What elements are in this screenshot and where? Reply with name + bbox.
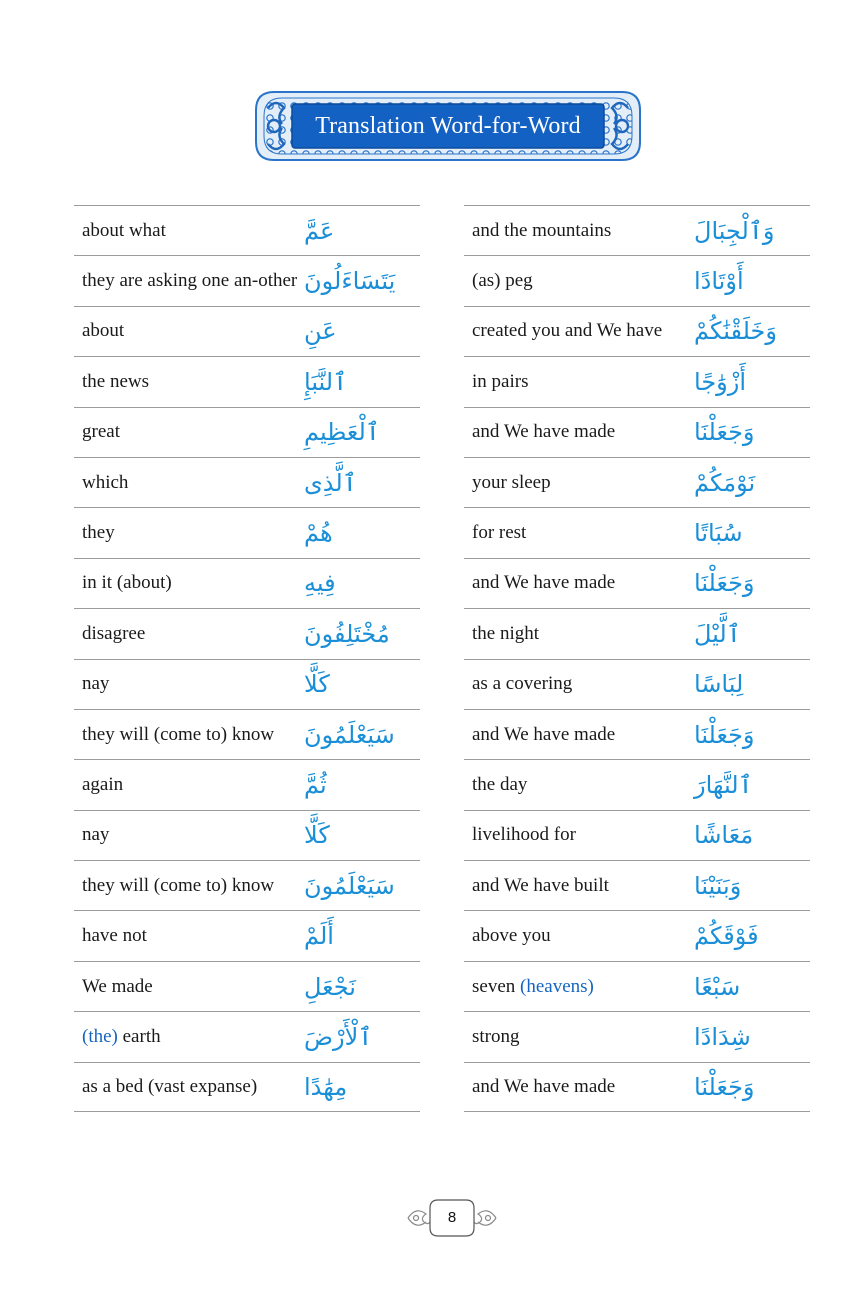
english-meaning: as a bed (vast expanse) xyxy=(82,1075,258,1097)
english-meaning: in pairs xyxy=(472,370,529,392)
page-number-ornament xyxy=(404,1196,500,1240)
vocabulary-row xyxy=(464,759,810,809)
english-meaning: they xyxy=(82,522,115,544)
english-meaning: created you and We have xyxy=(472,320,663,342)
arabic-word: كَلَّا xyxy=(304,670,330,699)
english-meaning: nay xyxy=(82,673,110,695)
vocabulary-row xyxy=(464,457,810,507)
english-meaning-part: seven xyxy=(472,975,521,997)
arabic-word: فِيهِ xyxy=(304,569,336,598)
english-meaning: they are asking one an-other xyxy=(82,270,298,292)
english-meaning: and We have made xyxy=(472,1075,616,1097)
vocabulary-row xyxy=(464,860,810,910)
arabic-word: أَزْوَٰجًا xyxy=(694,367,746,396)
arabic-word: عَنِ xyxy=(304,317,337,346)
vocabulary-row xyxy=(74,659,420,709)
english-meaning: livelihood for xyxy=(472,824,576,846)
arabic-word: سُبَاتًا xyxy=(694,519,743,548)
vocabulary-row xyxy=(74,205,420,255)
vocabulary-row xyxy=(464,810,810,860)
vocabulary-row xyxy=(464,961,810,1011)
english-meaning: the news xyxy=(82,370,150,392)
english-meaning: they will (come to) know xyxy=(82,874,275,896)
vocabulary-row xyxy=(74,457,420,507)
arabic-word: ٱلنَّهَارَ xyxy=(694,770,753,799)
arabic-word: وَٱلْجِبَالَ xyxy=(694,216,775,245)
vocabulary-row xyxy=(464,255,810,305)
english-meaning: have not xyxy=(82,925,147,947)
arabic-word: وَخَلَقْنَٰكُمْ xyxy=(694,317,777,346)
vocabulary-row xyxy=(74,407,420,457)
english-meaning: We made xyxy=(82,975,153,997)
vocabulary-row xyxy=(74,1062,420,1112)
english-meaning: (as) peg xyxy=(472,270,533,292)
arabic-word: ٱلْعَظِيمِ xyxy=(304,418,380,447)
english-meaning: they will (come to) know xyxy=(82,723,275,745)
arabic-word: ٱلْأَرْضَ xyxy=(304,1022,373,1051)
vocabulary-row xyxy=(74,709,420,759)
vocabulary-row xyxy=(464,659,810,709)
english-meaning: about xyxy=(82,320,125,342)
arabic-word: ثُمَّ xyxy=(304,770,327,799)
arabic-word: أَوْتَادًا xyxy=(694,267,744,296)
arabic-word: وَبَنَيْنَا xyxy=(694,871,742,900)
arabic-word: وَجَعَلْنَا xyxy=(694,569,755,598)
arabic-word: سَبْعًا xyxy=(694,972,741,1001)
right-vocabulary-column xyxy=(464,205,810,1112)
vocabulary-row xyxy=(464,356,810,406)
arabic-word: ٱلَّيْلَ xyxy=(694,619,741,648)
vocabulary-row xyxy=(464,558,810,608)
vocabulary-row xyxy=(74,608,420,658)
english-meaning: the night xyxy=(472,622,540,644)
arabic-word: يَتَسَاءَلُونَ xyxy=(304,267,396,296)
vocabulary-row xyxy=(464,1011,810,1061)
english-meaning: great xyxy=(82,421,120,443)
left-vocabulary-column xyxy=(74,205,420,1112)
english-meaning: which xyxy=(82,471,129,493)
arabic-word: لِبَاسًا xyxy=(694,670,744,699)
arabic-word: عَمَّ xyxy=(304,216,335,245)
english-meaning: again xyxy=(82,773,124,795)
english-meaning xyxy=(472,962,712,1011)
english-meaning: nay xyxy=(82,824,110,846)
english-meaning: for rest xyxy=(472,522,527,544)
vocabulary-row xyxy=(74,356,420,406)
english-meaning-implied-word: (the) xyxy=(82,1025,118,1047)
arabic-word: مُخْتَلِفُونَ xyxy=(304,619,390,648)
arabic-word: وَجَعَلْنَا xyxy=(694,720,755,749)
english-meaning: strong xyxy=(472,1025,520,1047)
arabic-word: شِدَادًا xyxy=(694,1022,751,1051)
vocabulary-row xyxy=(464,709,810,759)
vocabulary-row xyxy=(74,1011,420,1061)
vocabulary-row xyxy=(74,759,420,809)
vocabulary-row xyxy=(74,558,420,608)
english-meaning-implied-word: (heavens) xyxy=(520,975,594,997)
english-meaning xyxy=(82,1012,322,1061)
vocabulary-row xyxy=(464,1062,810,1112)
vocabulary-row xyxy=(74,810,420,860)
vocabulary-row xyxy=(464,407,810,457)
english-meaning: as a covering xyxy=(472,673,573,695)
english-meaning: the day xyxy=(472,773,528,795)
vocabulary-row xyxy=(74,507,420,557)
arabic-word: سَيَعْلَمُونَ xyxy=(304,720,395,749)
english-meaning: and We have made xyxy=(472,723,616,745)
title-banner xyxy=(252,88,644,164)
english-meaning: and We have made xyxy=(472,572,616,594)
english-meaning: disagree xyxy=(82,622,146,644)
arabic-word: مَعَاشًا xyxy=(694,821,754,850)
vocabulary-row xyxy=(464,910,810,960)
arabic-word: وَجَعَلْنَا xyxy=(694,1072,755,1101)
english-meaning: about what xyxy=(82,219,166,241)
english-meaning: and the mountains xyxy=(472,219,612,241)
vocabulary-row xyxy=(464,306,810,356)
page-number: 8 xyxy=(447,1209,457,1226)
vocabulary-row xyxy=(464,507,810,557)
vocabulary-row xyxy=(74,910,420,960)
english-meaning: and We have built xyxy=(472,874,609,896)
vocabulary-row xyxy=(74,961,420,1011)
english-meaning: your sleep xyxy=(472,471,551,493)
vocabulary-row xyxy=(74,306,420,356)
arabic-word: أَلَمْ xyxy=(304,922,334,951)
english-meaning: and We have made xyxy=(472,421,616,443)
arabic-word: فَوْقَكُمْ xyxy=(694,922,759,951)
arabic-word: وَجَعَلْنَا xyxy=(694,418,755,447)
arabic-word: نَوْمَكُمْ xyxy=(694,468,756,497)
arabic-word: كَلَّا xyxy=(304,821,330,850)
english-meaning: above you xyxy=(472,925,551,947)
arabic-word: ٱلنَّبَإِ xyxy=(304,367,348,396)
arabic-word: ٱلَّذِى xyxy=(304,468,357,497)
english-meaning: in it (about) xyxy=(82,572,172,594)
vocabulary-row xyxy=(74,255,420,305)
page-title: Translation Word-for-Word xyxy=(315,113,581,139)
english-meaning-part: earth xyxy=(117,1025,161,1047)
arabic-word: هُمْ xyxy=(304,519,333,548)
vocabulary-row xyxy=(464,608,810,658)
vocabulary-row xyxy=(74,860,420,910)
arabic-word: نَجْعَلِ xyxy=(304,972,356,1001)
vocabulary-row xyxy=(464,205,810,255)
arabic-word: مِهَٰدًا xyxy=(304,1072,348,1101)
arabic-word: سَيَعْلَمُونَ xyxy=(304,871,395,900)
